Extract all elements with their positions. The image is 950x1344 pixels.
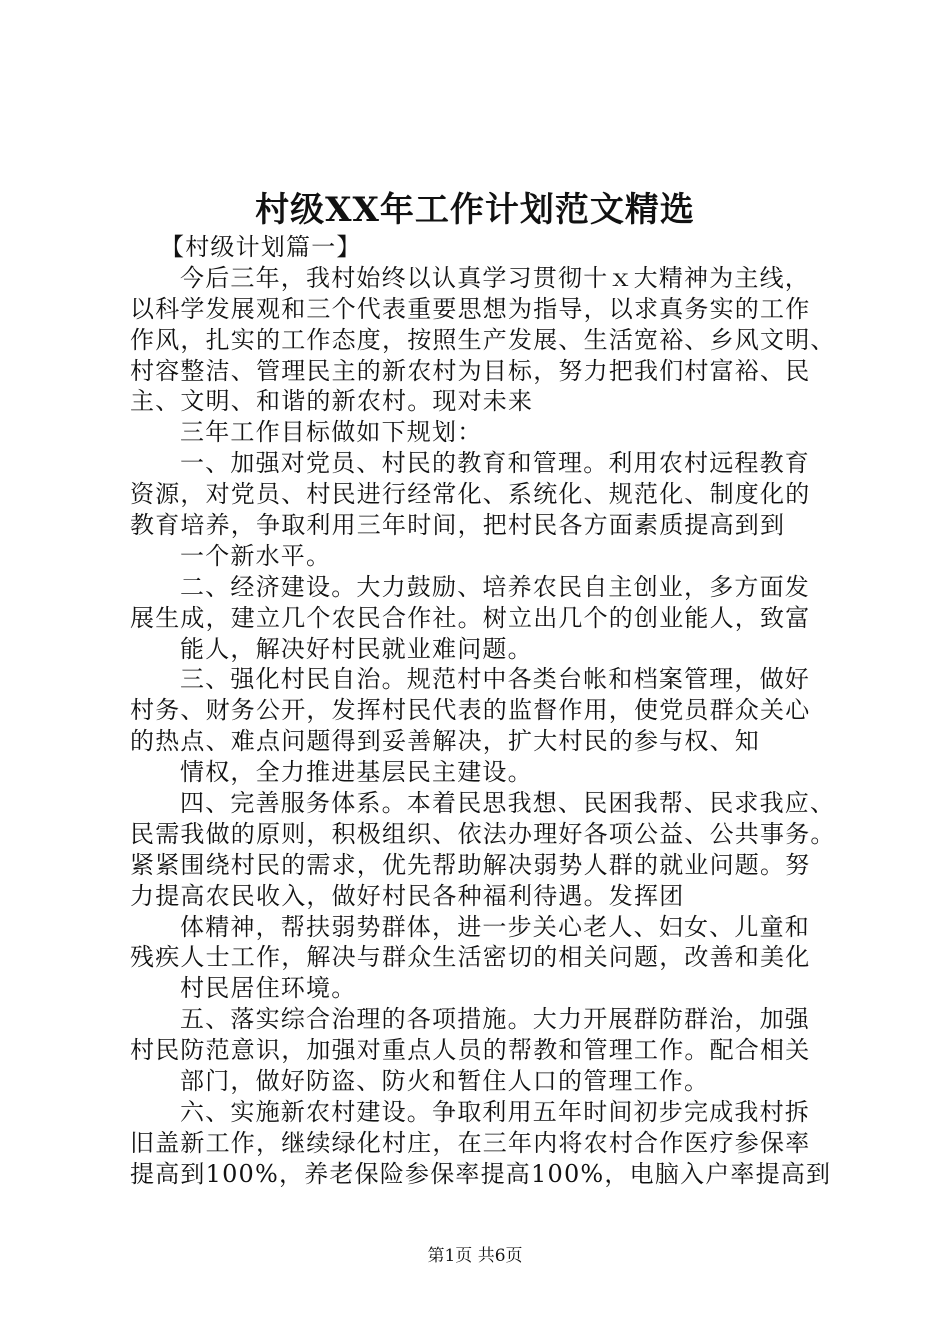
paragraph-line: 展生成，建立几个农民合作社。树立出几个的创业能人，致富 xyxy=(130,603,811,632)
paragraph-line: 一、加强对党员、村民的教育和管理。利用农村远程教育 xyxy=(180,449,810,478)
paragraph-line: 力提高农民收入，做好村民各种福利待遇。发挥团 xyxy=(130,881,685,910)
paragraph-line: 三、强化村民自治。规范村中各类台帐和档案管理，做好 xyxy=(180,665,810,694)
paragraph-line: 村务、财务公开，发挥村民代表的监督作用，使党员群众关心 xyxy=(130,696,811,725)
paragraph-line: 教育培养，争取利用三年时间，把村民各方面素质提高到到 xyxy=(130,511,786,540)
document-body xyxy=(130,232,835,1190)
paragraph-line: 四、完善服务体系。本着民思我想、民困我帮、民求我应、 xyxy=(180,789,836,818)
paragraph-line: 提高到100%，养老保险参保率提高100%，电脑入户率提高到 xyxy=(130,1159,832,1188)
paragraph-line: 二、经济建设。大力鼓励、培养农民自主创业，多方面发 xyxy=(180,572,810,601)
paragraph-line: 情权，全力推进基层民主建设。 xyxy=(180,758,533,787)
paragraph-line: 作风，扎实的工作态度，按照生产发展、生活宽裕、乡风文明、 xyxy=(130,325,836,354)
page-number-footer: 第1页 共6页 xyxy=(427,1246,523,1266)
paragraph-line: 村民防范意识，加强对重点人员的帮教和管理工作。配合相关 xyxy=(130,1036,811,1065)
paragraph-line: 今后三年，我村始终以认真学习贯彻十ｘ大精神为主线， xyxy=(180,263,810,292)
paragraph-line: 部门，做好防盗、防火和暂住人口的管理工作。 xyxy=(180,1067,710,1096)
paragraph-line: 旧盖新工作，继续绿化村庄，在三年内将农村合作医疗参保率 xyxy=(130,1128,811,1157)
document-title: 村级XX年工作计划范文精选 xyxy=(255,190,695,230)
section-heading: 【村级计划篇一】 xyxy=(160,233,362,261)
paragraph-line: 村民居住环境。 xyxy=(180,974,357,1003)
paragraph-line: 村容整洁、管理民主的新农村为目标，努力把我们村富裕、民 xyxy=(130,356,811,385)
paragraph-line: 民需我做的原则，积极组织、依法办理好各项公益、公共事务。 xyxy=(130,819,836,848)
paragraph-line: 三年工作目标做如下规划： xyxy=(180,418,483,447)
paragraph-line: 的热点、难点问题得到妥善解决，扩大村民的参与权、知 xyxy=(130,727,760,756)
paragraph-line: 残疾人士工作，解决与群众生活密切的相关问题，改善和美化 xyxy=(130,943,811,972)
paragraph-line: 一个新水平。 xyxy=(180,541,332,570)
paragraph-line: 主、文明、和谐的新农村。现对未来 xyxy=(130,387,534,416)
paragraph-line: 体精神，帮扶弱势群体，进一步关心老人、妇女、儿童和 xyxy=(180,912,810,941)
paragraph-line: 紧紧围绕村民的需求，优先帮助解决弱势人群的就业问题。努 xyxy=(130,850,811,879)
paragraph-line: 五、落实综合治理的各项措施。大力开展群防群治，加强 xyxy=(180,1005,810,1034)
paragraph-line: 资源，对党员、村民进行经常化、系统化、规范化、制度化的 xyxy=(130,480,811,509)
paragraph-line: 六、实施新农村建设。争取利用五年时间初步完成我村拆 xyxy=(180,1097,810,1126)
paragraph-line: 以科学发展观和三个代表重要思想为指导，以求真务实的工作 xyxy=(130,294,811,323)
paragraph-line: 能人，解决好村民就业难问题。 xyxy=(180,634,533,663)
